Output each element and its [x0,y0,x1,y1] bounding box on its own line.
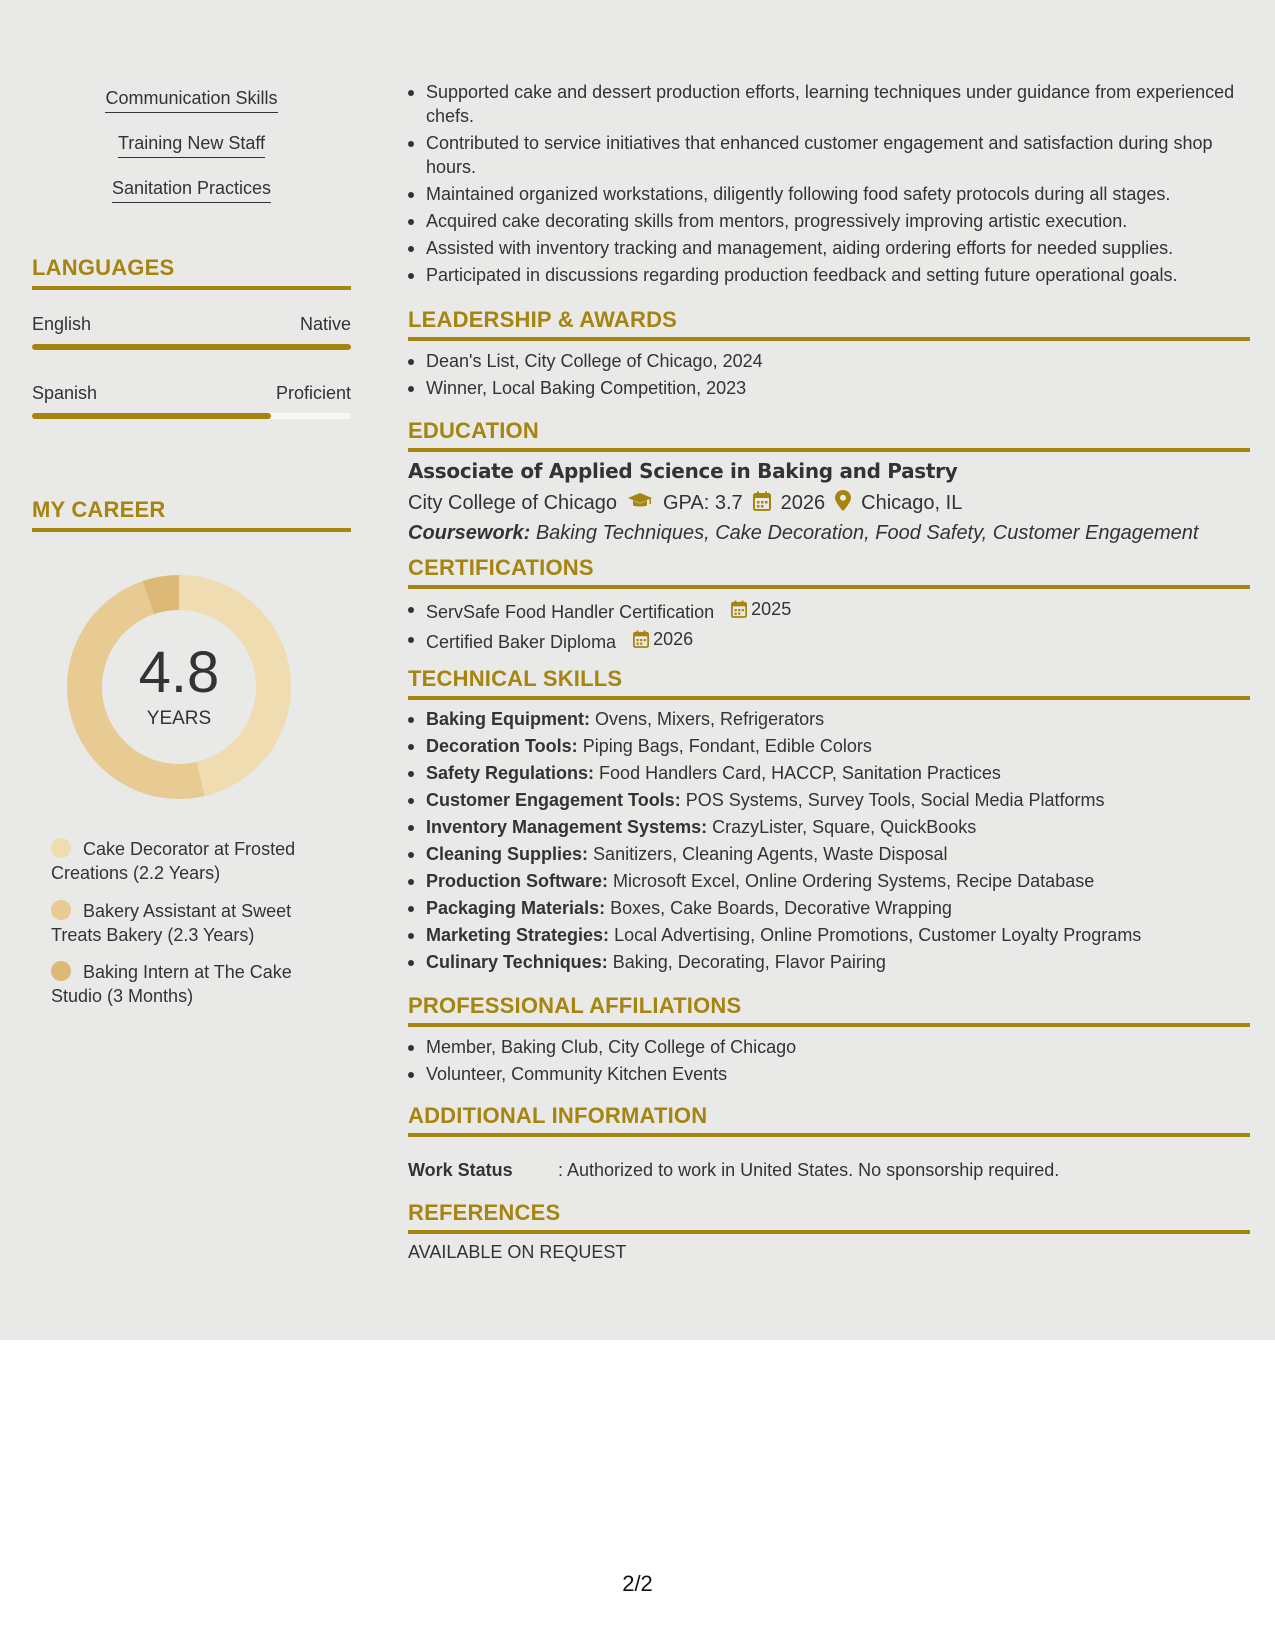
education-details [408,490,962,517]
list-item: ServSafe Food Handler Certification 2025 [408,597,1250,624]
education-year: 2026 [780,492,826,514]
education-degree: Associate of Applied Science in Baking and Pastry [408,459,958,483]
graduation-cap-icon [627,492,653,516]
language-bar [32,344,351,350]
list-item: Maintained organized workstations, diligently following food safety protocols during all stages. [408,182,1250,206]
list-item: Contributed to service initiatives that enhanced customer engagement and satisfaction during shop hours. [408,131,1250,179]
list-item: Production Software: Microsoft Excel, Online Ordering Systems, Recipe Database [408,869,1250,893]
affiliations-title: PROFESSIONAL AFFILIATIONS [408,993,1250,1027]
leadership-title: LEADERSHIP & AWARDS [408,307,1250,341]
language-bar-fill [32,344,351,350]
certifications-title: CERTIFICATIONS [408,555,1250,589]
page-number: 2/2 [622,1571,653,1596]
list-item: Safety Regulations: Food Handlers Card, HACCP, Sanitation Practices [408,761,1250,785]
list-item: Dean's List, City College of Chicago, 2024 [408,349,1250,373]
leadership-list [408,349,1250,403]
education-location: Chicago, IL [861,492,963,514]
list-item: Baking Equipment: Ovens, Mixers, Refrigerators [408,707,1250,731]
skill-link[interactable]: Sanitation Practices [32,178,351,203]
references-text: AVAILABLE ON REQUEST [408,1242,627,1262]
additional-info-title: ADDITIONAL INFORMATION [408,1103,1250,1137]
list-item: Member, Baking Club, City College of Chicago [408,1035,1250,1059]
list-item: Certified Baker Diploma 2026 [408,627,1250,654]
list-item: Supported cake and dessert production efforts, learning techniques under guidance from experienced chefs. [408,80,1250,128]
career-legend-item: Cake Decorator at Frosted Creations (2.2 Years) [51,839,296,883]
language-level: Native [299,314,351,334]
education-school: City College of Chicago [408,492,617,514]
legend-dot [51,838,71,858]
legend-dot [51,900,71,920]
work-status-label: Work Status [408,1160,513,1180]
education-title: EDUCATION [408,418,1250,452]
list-item: Customer Engagement Tools: POS Systems, Survey Tools, Social Media Platforms [408,788,1250,812]
language-row [32,314,351,335]
career-donut-chart [67,575,291,799]
list-item: Participated in discussions regarding production feedback and setting future operational goals. [408,263,1250,287]
calendar-icon [731,600,747,618]
technical-skills-title: TECHNICAL SKILLS [408,666,1250,700]
skill-link[interactable]: Training New Staff [32,133,351,158]
technical-skills-list [408,707,1250,977]
list-item: Cleaning Supplies: Sanitizers, Cleaning Agents, Waste Disposal [408,842,1250,866]
career-legend-item: Bakery Assistant at Sweet Treats Bakery (2.3 Years) [51,901,292,945]
calendar-icon [633,630,649,648]
language-name: Spanish [32,383,98,403]
career-title: MY CAREER [32,497,351,532]
calendar-icon [753,491,771,517]
languages-title: LANGUAGES [32,255,351,290]
list-item: Volunteer, Community Kitchen Events [408,1062,1250,1086]
education-coursework: Coursework: Baking Techniques, Cake Decoration, Food Safety, Customer Engagement [408,522,1199,544]
career-legend-item: Baking Intern at The Cake Studio (3 Months) [51,962,292,1006]
list-item: Assisted with inventory tracking and management, aiding ordering efforts for needed supplies. [408,236,1250,260]
work-status-value: : Authorized to work in United States. No sponsorship required. [558,1160,1060,1180]
list-item: Winner, Local Baking Competition, 2023 [408,376,1250,400]
career-unit: YEARS [146,708,212,729]
skill-link[interactable]: Communication Skills [32,88,351,113]
work-status-row [408,1160,1059,1181]
career-total: 4.8 [138,640,220,705]
language-bar [32,413,351,419]
list-item: Acquired cake decorating skills from mentors, progressively improving artistic execution. [408,209,1250,233]
list-item: Marketing Strategies: Local Advertising, Online Promotions, Customer Loyalty Programs [408,923,1250,947]
certifications-list [408,597,1250,657]
experience-bullets [408,80,1250,290]
legend-dot [51,961,71,981]
language-name: English [32,314,92,334]
list-item: Packaging Materials: Boxes, Cake Boards, Decorative Wrapping [408,896,1250,920]
list-item: Decoration Tools: Piping Bags, Fondant, Edible Colors [408,734,1250,758]
language-row [32,383,351,404]
list-item: Culinary Techniques: Baking, Decorating, Flavor Pairing [408,950,1250,974]
language-bar-fill [32,413,271,419]
education-gpa: GPA: 3.7 [663,492,743,514]
affiliations-list [408,1035,1250,1089]
references-title: REFERENCES [408,1200,1250,1234]
location-pin-icon [835,490,851,517]
list-item: Inventory Management Systems: CrazyLister, Square, QuickBooks [408,815,1250,839]
language-level: Proficient [275,383,351,403]
